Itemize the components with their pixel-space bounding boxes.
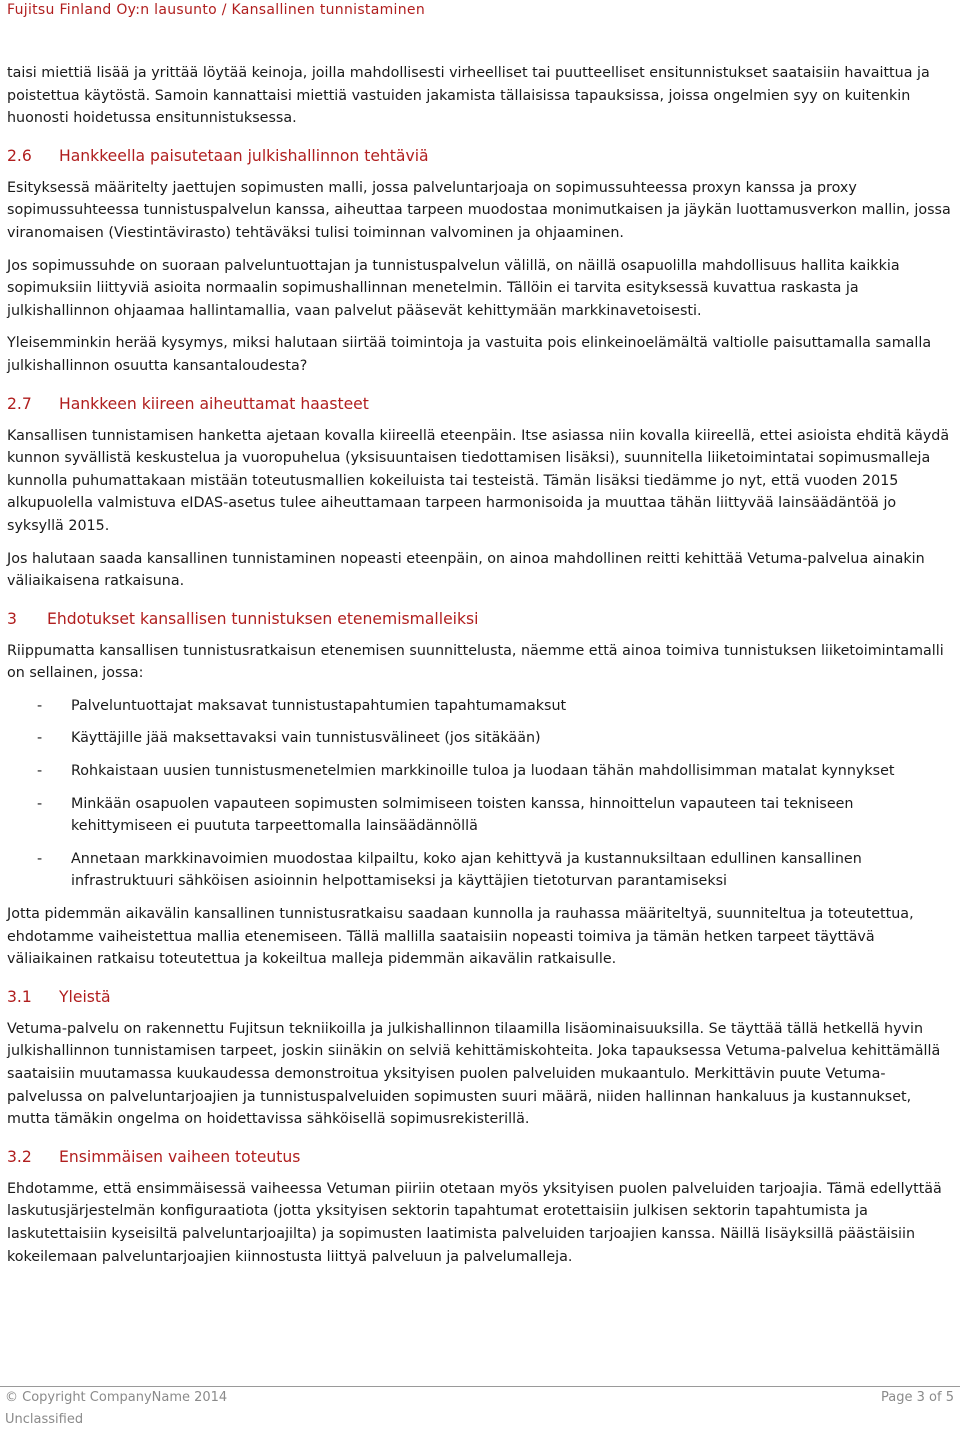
section-2-6-paragraph-3: Yleisemminkin herää kysymys, miksi halutaan siirtää toimintoja ja vastuita pois elinkeinoelämältä valtiolle paisuttamalla samalla julkishallinnon osuutta kansantaloudesta? [7, 335, 932, 374]
section-title: Hankkeen kiireen aiheuttamat haasteet [59, 394, 369, 413]
intro-paragraph: taisi miettiä lisää ja yrittää löytää keinoja, joilla mahdollisesti virheelliset tai puutteelliset ensitunnistukset saataisiin havaittua ja poistettua käytöstä. Samoin kannattaisi miettiä vastuiden jakamista tällaisissa tapauksissa, joissa ongelmien syy on kuitenkin huonosti hoidetussa ensitunnistuksessa. [7, 65, 930, 127]
document-header: Fujitsu Finland Oy:n lausunto / Kansallinen tunnistaminen [7, 2, 425, 18]
section-2-7-heading [7, 392, 952, 416]
section-2-6-paragraph-1: Esityksessä määritelty jaettujen sopimusten malli, jossa palveluntarjoaja on sopimussuhteessa proxyn kanssa ja proxy sopimussuhteessa tunnistuspalvelun kanssa, aiheuttaa tarpeen muodostaa monimutkaisen ja jäykän luottamusverkon mallin, jossa viranomaisen (Viestintävirasto) tehtäväksi tulisi toiminnan valvominen ja ohjaaminen. [7, 179, 951, 241]
section-title: Ensimmäisen vaiheen toteutus [59, 1147, 301, 1166]
section-title: Ehdotukset kansallisen tunnistuksen etenemismalleiksi [47, 609, 479, 628]
footer-classification: Unclassified [5, 1412, 84, 1427]
section-number: 3 [7, 609, 17, 628]
section-2-7-paragraph-1: Kansallisen tunnistamisen hanketta ajetaan kovalla kiireellä eteenpäin. Itse asiassa niin kovalla kiireellä, ettei asioista ehditä käydä kunnon syvällistä keskustelua ja vuoropuhelua (yksisuuntaisen tiedottamisen lisäksi), suunnitella liiketoimintatai sopimusmalleja kunnolla puhumattakaan mistään toteutusmallien kokeiluista tai testeistä. Tämän lisäksi tiedämme jo nyt, että vuoden 2015 alkupuolella valmistuva eIDAS-asetus tulee aiheuttamaan tarpeen harmonisoida ja muuttaa tähän liittyvää lainsäädäntöä jo syksyllä 2015. [7, 427, 950, 534]
document-body [7, 62, 952, 1278]
section-number: 2.7 [7, 394, 32, 413]
footer-copyright: © Copyright CompanyName 2014 [5, 1390, 228, 1405]
dash-bullet: - [37, 730, 43, 747]
dash-bullet: - [37, 763, 43, 780]
section-number: 3.1 [7, 987, 32, 1006]
section-title: Yleistä [59, 987, 111, 1006]
list-item: - Käyttäjille jää maksettavaksi vain tunnistusvälineet (jos sitäkään) [7, 727, 952, 750]
section-3-heading [7, 607, 952, 631]
dash-bullet: - [37, 850, 43, 867]
section-3-paragraph-1: Riippumatta kansallisen tunnistusratkaisun etenemisen suunnittelusta, näemme että ainoa toimiva tunnistuksen liiketoimintamalli on sellainen, jossa: [7, 642, 944, 682]
list-item: - Palveluntuottajat maksavat tunnistustapahtumien tapahtumamaksut [7, 695, 952, 718]
section-3-1-heading [7, 985, 952, 1009]
section-3-2-heading [7, 1145, 952, 1169]
footer-page-number: Page 3 of 5 [881, 1390, 954, 1405]
section-number: 3.2 [7, 1147, 32, 1166]
section-2-7-paragraph-2: Jos halutaan saada kansallinen tunnistaminen nopeasti eteenpäin, on ainoa mahdollinen reitti kehittää Vetuma-palvelua ainakin väliaikaisena ratkaisuna. [7, 550, 925, 590]
section-2-6-paragraph-2: Jos sopimussuhde on suoraan palveluntuottajan ja tunnistuspalvelun välillä, on näillä osapuolilla mahdollisuus hallita kaikkia sopimuksiin liittyviä asioita normaalin sopimushallinnan menetelmin. Tällöin ei tarvita esityksessä kuvattua raskasta ja julkishallinnon ohjaamaa hallintamallia, vaan palvelut pääsevät kehittymään markkinavetoisesti. [7, 257, 900, 319]
section-3-paragraph-2: Jotta pidemmän aikavälin kansallinen tunnistusratkaisu saadaan kunnolla ja rauhassa määriteltyä, suunniteltua ja toteutettua, ehdotamme vaiheistettua mallia etenemiseen. Tällä mallilla saataisiin nopeasti toimiva ja tämän hetken tarpeet täyttävä väliaikainen ratkaisu toteutettua ja kokeiltua malleja pidemmän aikavälin ratkaisulle. [7, 906, 914, 968]
section-3-1-paragraph-1: Vetuma-palvelu on rakennettu Fujitsun tekniikoilla ja julkishallinnon tilaamilla lisäominaisuuksilla. Se täyttää tällä hetkellä hyvin julkishallinnon tunnistamisen tarpeet, joskin siinäkin on selviä kehittämiskohteita. Joka tapauksessa Vetuma-palvelua kehittämällä saataisiin muutamassa kuukaudessa demonstroitua yksityisen puolen palveluiden mukaantulo. Merkittävin puute Vetuma-palvelussa on palveluntarjoajien ja tunnistuspalveluiden sopimusten suuri määrä, niiden hallinnan hankaluus ja kustannukset, mutta tämäkin ongelma on hoidettavissa sähköisellä sopimusrekisterillä. [7, 1020, 941, 1128]
section-2-6-heading [7, 144, 952, 168]
section-title: Hankkeella paisutetaan julkishallinnon tehtäviä [59, 146, 429, 165]
list-item: - Annetaan markkinavoimien muodostaa kilpailtu, koko ajan kehittyvä ja kustannuksiltaan edullinen kansallinen infrastruktuuri sähköisen asioinnin helpottamiseksi ja käyttäjien tietoturvan parantamiseksi [7, 848, 952, 893]
dash-bullet: - [37, 697, 43, 714]
list-item: - Minkään osapuolen vapauteen sopimusten solmimiseen toisten kanssa, hinnoittelun vapauteen tai tekniseen kehittymiseen ei puututa tarpeettomalla lainsäädännöllä [7, 793, 952, 838]
dash-bullet: - [37, 795, 43, 812]
footer-divider [0, 1386, 960, 1387]
list-item: - Rohkaistaan uusien tunnistusmenetelmien markkinoille tuloa ja luodaan tähän mahdollisimman matalat kynnykset [7, 760, 952, 783]
requirements-list [7, 695, 952, 893]
section-3-2-paragraph-1: Ehdotamme, että ensimmäisessä vaiheessa Vetuman piiriin otetaan myös yksityisen puolen palveluiden tarjoajia. Tämä edellyttää laskutusjärjestelmän konfiguraatiota (jotta yksityisen sektorin tapahtumat erotettaisiin julkisen sektorin tapahtumista ja laskutettaisiin kyseisiltä palveluntarjoajilta) ja sopimusten laatimista palveluiden tarjoajien kanssa. Näillä lisäyksillä päästäisiin kokeilemaan palveluntarjoajien kiinnostusta liittyä palveluun ja palvelumalleja. [7, 1180, 942, 1265]
section-number: 2.6 [7, 146, 32, 165]
